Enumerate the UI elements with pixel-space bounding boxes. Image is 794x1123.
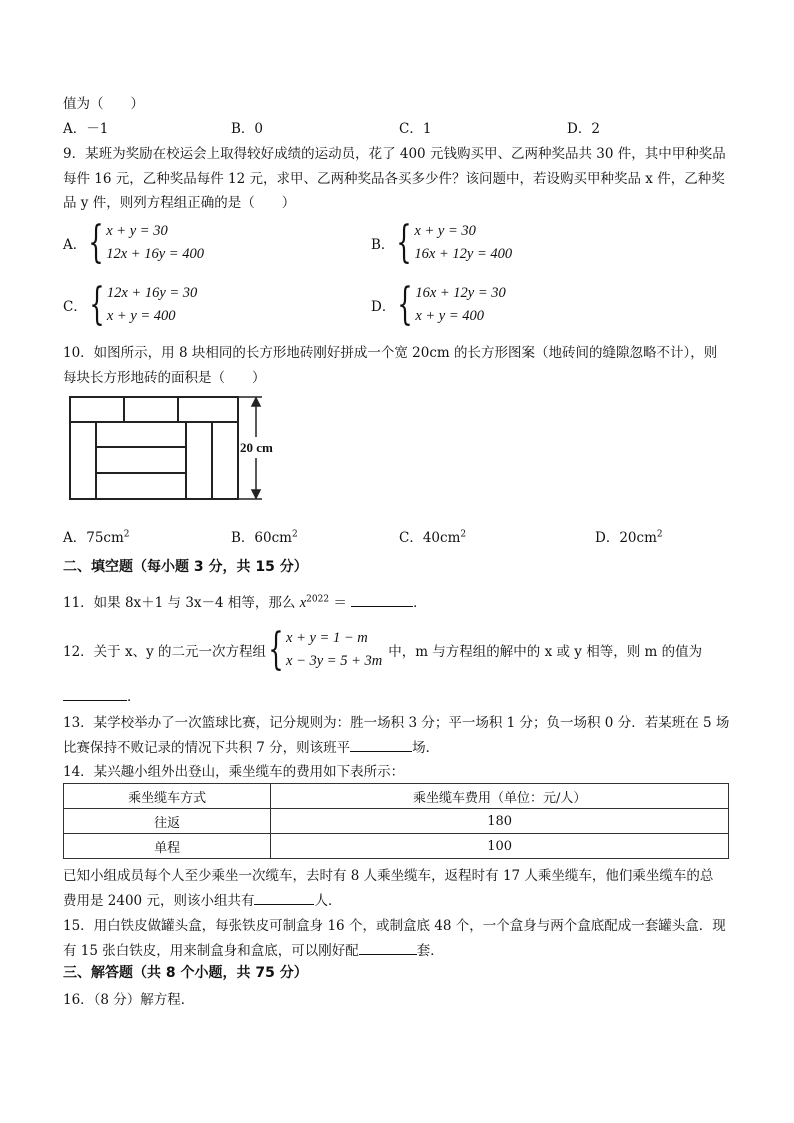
equation: x + y = 1 − m xyxy=(286,630,368,646)
table-header: 乘坐缆车方式 xyxy=(64,784,271,809)
table-cell: 100 xyxy=(271,834,729,859)
q15-line2 xyxy=(63,939,444,959)
q9-option-d xyxy=(371,279,506,330)
brace-icon: { xyxy=(88,217,104,268)
q16: 16．（8 分）解方程． xyxy=(63,992,195,1008)
brace-icon: { xyxy=(397,279,414,330)
q10-option-c xyxy=(399,526,466,546)
table-header: 乘坐缆车费用（单位：元/人） xyxy=(271,784,729,809)
arrow-up-icon xyxy=(252,398,260,406)
q9-line3: 品 y 件，则列方程组正确的是（ ） xyxy=(63,195,296,211)
dimension-label: 20 cm xyxy=(240,440,273,455)
q15-text-post: 套． xyxy=(416,943,444,959)
tile-figure xyxy=(66,392,286,502)
answer-blank[interactable] xyxy=(254,890,314,905)
q10-option-a xyxy=(63,526,130,546)
fare-table xyxy=(63,783,729,859)
option-text: C．40cm xyxy=(399,530,461,546)
table-cell: 单程 xyxy=(64,834,271,859)
q10-option-b xyxy=(231,526,298,546)
q13-line1: 13．某学校举办了一次篮球比赛，记分规则为：胜一场积 3 分；平一场积 1 分；负一场积 0 分．若某班在 5 场 xyxy=(63,715,730,731)
equation: x + y = 400 xyxy=(106,308,176,324)
exponent: 2022 xyxy=(306,594,330,605)
q9-option-a xyxy=(63,217,204,268)
q14-text: 费用是 2400 元，则该小组共有 xyxy=(63,893,255,909)
q10-line2: 每块长方形地砖的面积是（ ） xyxy=(63,370,266,386)
superscript: 2 xyxy=(123,529,130,540)
equation: x + y = 30 xyxy=(414,223,476,239)
option-label: C． xyxy=(63,299,87,315)
period: ． xyxy=(127,689,141,705)
variable: x xyxy=(299,595,307,611)
q11-text: 11．如果 8x＋1 与 3x－4 相等，那么 xyxy=(63,595,300,611)
equation: x + y = 400 xyxy=(415,308,485,324)
answer-blank[interactable] xyxy=(63,686,127,701)
option-label: B． xyxy=(371,237,395,253)
brace-icon: { xyxy=(89,279,105,330)
option-text: D．20cm xyxy=(595,530,657,546)
q9-option-c xyxy=(63,279,198,330)
q9-option-b xyxy=(371,217,513,268)
q8-tail: 值为（ ） xyxy=(63,96,144,112)
table-cell: 180 xyxy=(271,809,729,834)
equation: 16x + 12y = 400 xyxy=(414,246,513,262)
option-label: D． xyxy=(371,299,396,315)
q10-line1: 10．如图所示，用 8 块相同的长方形地砖刚好拼成一个宽 20cm 的长方形图案（地砖间的缝隙忽略不计），则 xyxy=(63,345,718,361)
superscript: 2 xyxy=(291,529,298,540)
table-row xyxy=(64,834,729,859)
q10-option-d xyxy=(595,526,663,546)
q14-intro: 14．某兴趣小组外出登山，乘坐缆车的费用如下表所示： xyxy=(63,764,405,780)
q12-text-post: 中，m 与方程组的解中的 x 或 y 相等，则 m 的值为 xyxy=(388,644,703,660)
section-title: 二、填空题（每小题 3 分，共 15 分） xyxy=(63,559,308,575)
q15-text: 有 15 张白铁皮，用来制盒身和盒底，可以刚好配 xyxy=(63,943,359,959)
q14-line1: 已知小组成员每个人至少乘坐一次缆车，去时有 8 人乘坐缆车，返程时有 17 人乘坐缆车，他们乘坐缆车的总 xyxy=(63,868,714,884)
brace-icon: { xyxy=(396,217,413,268)
equals-sign: ＝ xyxy=(329,595,352,611)
answer-blank[interactable] xyxy=(350,737,412,752)
equation: x + y = 30 xyxy=(106,223,168,239)
option-label: A． xyxy=(63,237,87,253)
table-header-row xyxy=(64,784,729,809)
q14-line2 xyxy=(63,889,341,909)
option-text: B．60cm xyxy=(231,530,292,546)
equation: 12x + 16y = 30 xyxy=(106,285,198,301)
q9-line2: 每件 16 元，乙种奖品每件 12 元，求甲、乙两种奖品各买多少件？该问题中，若设购买甲种奖品 x 件，乙种奖 xyxy=(63,171,725,187)
section-title: 三、解答题（共 8 个小题，共 75 分） xyxy=(63,965,308,981)
table-cell: 往返 xyxy=(64,809,271,834)
q8-option-d: D．2 xyxy=(567,121,600,137)
q12-answer xyxy=(63,685,141,705)
superscript: 2 xyxy=(656,529,663,540)
q12 xyxy=(63,624,703,675)
q12-text: 12．关于 x、y 的二元一次方程组 xyxy=(63,644,267,660)
equation: x − 3y = 5 + 3m xyxy=(286,653,383,669)
q8-option-c: C．1 xyxy=(399,121,432,137)
equation: 12x + 16y = 400 xyxy=(106,246,204,262)
q15-line1: 15．用白铁皮做罐头盒，每张铁皮可制盒身 16 个，或制盒底 48 个，一个盒身与两个盒底配成一套罐头盒．现 xyxy=(63,918,726,934)
q8-option-b: B．0 xyxy=(231,121,264,137)
period: ． xyxy=(413,595,427,611)
equation: 16x + 12y = 30 xyxy=(415,285,506,301)
answer-blank[interactable] xyxy=(351,592,413,607)
q14-text-post: 人． xyxy=(314,893,342,909)
brace-icon: { xyxy=(268,624,284,675)
table-row xyxy=(64,809,729,834)
q11 xyxy=(63,591,427,612)
superscript: 2 xyxy=(460,529,467,540)
answer-blank[interactable] xyxy=(359,940,417,955)
q13-text: 比赛保持不败记录的情况下共积 7 分，则该班平 xyxy=(63,740,351,756)
q13-text-post: 场． xyxy=(412,740,440,756)
q13-line2 xyxy=(63,736,439,756)
q9-line1: 9．某班为奖励在校运会上取得较好成绩的运动员，花了 400 元钱购买甲、乙两种奖品共 30 件，其中甲种奖品 xyxy=(63,146,726,162)
option-text: A．75cm xyxy=(63,530,124,546)
arrow-down-icon xyxy=(252,490,260,498)
q8-option-a: A．－1 xyxy=(63,121,109,137)
